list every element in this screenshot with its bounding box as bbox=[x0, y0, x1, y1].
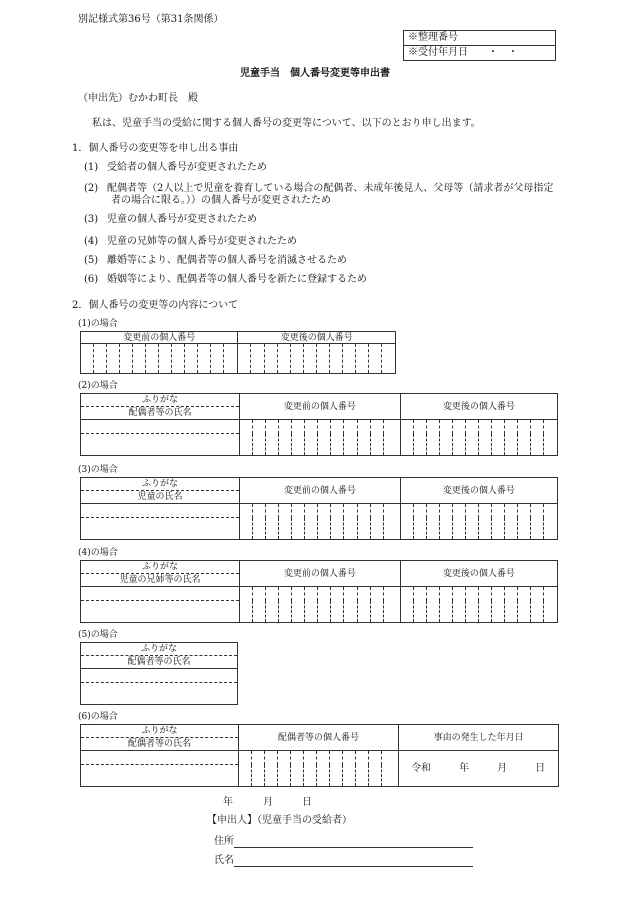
digit-box[interactable] bbox=[318, 420, 331, 456]
reason-1-text: 受給者の個人番号が変更されたため bbox=[107, 162, 267, 173]
digit-box[interactable] bbox=[265, 751, 278, 787]
digit-box[interactable] bbox=[426, 420, 439, 456]
digit-box[interactable] bbox=[239, 587, 252, 623]
digit-box[interactable] bbox=[317, 751, 330, 787]
digit-box[interactable] bbox=[439, 504, 452, 540]
address-input-line[interactable] bbox=[234, 847, 473, 848]
case5-furigana-input[interactable] bbox=[81, 669, 238, 683]
digit-box[interactable] bbox=[266, 587, 279, 623]
digit-box[interactable] bbox=[479, 420, 492, 456]
reason-2-num: (2) bbox=[84, 183, 99, 194]
digit-box[interactable] bbox=[343, 751, 356, 787]
digit-box[interactable] bbox=[383, 504, 400, 540]
digit-box[interactable] bbox=[544, 587, 558, 623]
digit-box[interactable] bbox=[439, 587, 452, 623]
case1-digit-row bbox=[81, 344, 396, 374]
digit-box[interactable] bbox=[479, 504, 492, 540]
submit-day-label: 日 bbox=[302, 797, 312, 808]
digit-box[interactable] bbox=[344, 420, 357, 456]
case6-date-field[interactable] bbox=[399, 751, 559, 787]
day-label: 日 bbox=[535, 762, 546, 774]
digit-box[interactable] bbox=[266, 504, 279, 540]
digit-box[interactable] bbox=[331, 504, 344, 540]
digit-box[interactable] bbox=[370, 420, 383, 456]
case4-furigana-header: ふりがな bbox=[81, 561, 240, 574]
case4-before-header: 変更前の個人番号 bbox=[239, 561, 400, 587]
case3-name-input[interactable] bbox=[81, 518, 240, 540]
case3-before-header: 変更前の個人番号 bbox=[239, 478, 400, 504]
digit-box[interactable] bbox=[381, 344, 395, 374]
case4-label: (4)の場合 bbox=[78, 548, 118, 558]
digit-box[interactable] bbox=[331, 587, 344, 623]
digit-box[interactable] bbox=[239, 751, 252, 787]
case2-after-header: 変更後の個人番号 bbox=[400, 394, 557, 420]
digit-box[interactable] bbox=[172, 344, 185, 374]
digit-box[interactable] bbox=[413, 420, 426, 456]
case2-table bbox=[80, 393, 558, 456]
digit-box[interactable] bbox=[305, 587, 318, 623]
case5-table bbox=[80, 642, 238, 705]
digit-box[interactable] bbox=[453, 504, 466, 540]
case4-table bbox=[80, 560, 558, 623]
digit-box[interactable] bbox=[370, 504, 383, 540]
digit-box[interactable] bbox=[400, 587, 413, 623]
submit-month-label: 月 bbox=[263, 797, 273, 808]
case5-name-input[interactable] bbox=[81, 683, 238, 705]
digit-box[interactable] bbox=[383, 420, 400, 456]
case5-name-header: 配偶者等の氏名 bbox=[81, 656, 238, 669]
digit-box[interactable] bbox=[544, 504, 558, 540]
month-label: 月 bbox=[497, 762, 508, 774]
digit-box[interactable] bbox=[159, 344, 172, 374]
digit-box[interactable] bbox=[383, 587, 400, 623]
reason-1-num: (1) bbox=[84, 162, 99, 173]
name-label: 氏名 bbox=[214, 855, 234, 866]
digit-box[interactable] bbox=[382, 751, 399, 787]
digit-box[interactable] bbox=[107, 344, 120, 374]
digit-box[interactable] bbox=[505, 587, 518, 623]
digit-box[interactable] bbox=[400, 504, 413, 540]
digit-box[interactable] bbox=[400, 420, 413, 456]
digit-box[interactable] bbox=[292, 587, 305, 623]
digit-box[interactable] bbox=[279, 504, 292, 540]
digit-box[interactable] bbox=[357, 420, 370, 456]
digit-box[interactable] bbox=[342, 344, 355, 374]
digit-box[interactable] bbox=[291, 751, 304, 787]
digit-box[interactable] bbox=[133, 344, 146, 374]
case3-table bbox=[80, 477, 558, 540]
reason-4-text: 児童の兄姉等の個人番号が変更されたため bbox=[107, 236, 297, 247]
digit-box[interactable] bbox=[453, 587, 466, 623]
case4-name-header: 児童の兄姉等の氏名 bbox=[81, 574, 240, 587]
case4-after-header: 変更後の個人番号 bbox=[400, 561, 557, 587]
case2-name-input[interactable] bbox=[81, 434, 240, 456]
case6-date-header: 事由の発生した年月日 bbox=[399, 725, 559, 751]
case6-mynumber-header: 配偶者等の個人番号 bbox=[239, 725, 399, 751]
section2-heading: 2．個人番号の変更等の内容について bbox=[72, 300, 239, 311]
digit-box[interactable] bbox=[344, 587, 357, 623]
digit-box[interactable] bbox=[531, 587, 544, 623]
digit-box[interactable] bbox=[331, 420, 344, 456]
case1-label: (1)の場合 bbox=[78, 319, 118, 329]
case6-table bbox=[80, 724, 559, 787]
digit-box[interactable] bbox=[239, 504, 252, 540]
case4-name-input[interactable] bbox=[81, 601, 240, 623]
reason-6-text: 婚姻等により、配偶者等の個人番号を新たに登録するため bbox=[107, 274, 367, 285]
digit-box[interactable] bbox=[198, 344, 211, 374]
digit-box[interactable] bbox=[120, 344, 133, 374]
digit-box[interactable] bbox=[304, 751, 317, 787]
digit-box[interactable] bbox=[505, 504, 518, 540]
digit-box[interactable] bbox=[369, 751, 382, 787]
digit-box[interactable] bbox=[316, 344, 329, 374]
digit-box[interactable] bbox=[466, 587, 479, 623]
reason-5-text: 離婚等により、配偶者等の個人番号を消滅させるため bbox=[107, 255, 347, 266]
case1-before-header: 変更前の個人番号 bbox=[81, 332, 238, 344]
era-label: 令和 bbox=[411, 762, 432, 774]
case2-furigana-header: ふりがな bbox=[81, 394, 240, 407]
reason-4-num: (4) bbox=[84, 236, 99, 247]
seiri-bango-label: ※整理番号 bbox=[404, 31, 556, 46]
digit-box[interactable] bbox=[330, 751, 343, 787]
intro-text: 私は、児童手当の受給に関する個人番号の変更等について、以下のとおり申し出ます。 bbox=[92, 118, 481, 129]
uketsuke-date-label: ※受付年月日 ・ ・ bbox=[404, 46, 556, 61]
digit-box[interactable] bbox=[357, 504, 370, 540]
digit-box[interactable] bbox=[413, 587, 426, 623]
case5-furigana-header: ふりがな bbox=[81, 643, 238, 656]
digit-box[interactable] bbox=[292, 504, 305, 540]
digit-box[interactable] bbox=[279, 587, 292, 623]
case2-label: (2)の場合 bbox=[78, 381, 118, 391]
digit-box[interactable] bbox=[413, 504, 426, 540]
digit-box[interactable] bbox=[518, 420, 531, 456]
page-title: 児童手当 個人番号変更等申出書 bbox=[240, 68, 390, 79]
digit-box[interactable] bbox=[94, 344, 107, 374]
case3-after-header: 変更後の個人番号 bbox=[400, 478, 557, 504]
digit-box[interactable] bbox=[492, 504, 505, 540]
digit-box[interactable] bbox=[292, 420, 305, 456]
digit-box[interactable] bbox=[426, 504, 439, 540]
digit-box[interactable] bbox=[211, 344, 224, 374]
digit-box[interactable] bbox=[344, 504, 357, 540]
case3-furigana-input[interactable] bbox=[81, 504, 240, 518]
digit-box[interactable] bbox=[185, 344, 198, 374]
submit-year-label: 年 bbox=[223, 797, 233, 808]
digit-box[interactable] bbox=[357, 587, 370, 623]
reason-5-num: (5) bbox=[84, 255, 99, 266]
case2-furigana-input[interactable] bbox=[81, 420, 240, 434]
digit-box[interactable] bbox=[305, 420, 318, 456]
year-label: 年 bbox=[459, 762, 470, 774]
reason-6-num: (6) bbox=[84, 274, 99, 285]
case3-name-header: 児童の氏名 bbox=[81, 491, 240, 504]
digit-box[interactable] bbox=[479, 587, 492, 623]
digit-box[interactable] bbox=[251, 344, 264, 374]
case6-furigana-input[interactable] bbox=[81, 751, 239, 765]
digit-box[interactable] bbox=[305, 504, 318, 540]
digit-box[interactable] bbox=[518, 504, 531, 540]
case2-name-header: 配偶者等の氏名 bbox=[81, 407, 240, 420]
case6-furigana-header: ふりがな bbox=[81, 725, 239, 738]
digit-box[interactable] bbox=[453, 420, 466, 456]
name-input-line[interactable] bbox=[234, 866, 473, 867]
digit-box[interactable] bbox=[544, 420, 558, 456]
digit-box[interactable] bbox=[224, 344, 238, 374]
digit-box[interactable] bbox=[505, 420, 518, 456]
reason-2-text-cont: 者の場合に限る。））の個人番号が変更されたため bbox=[111, 195, 331, 206]
digit-box[interactable] bbox=[277, 344, 290, 374]
office-use-box bbox=[403, 30, 556, 61]
digit-box[interactable] bbox=[466, 504, 479, 540]
digit-box[interactable] bbox=[253, 587, 266, 623]
case1-table bbox=[80, 331, 396, 374]
digit-box[interactable] bbox=[492, 420, 505, 456]
case3-furigana-header: ふりがな bbox=[81, 478, 240, 491]
address-label: 住所 bbox=[214, 836, 234, 847]
digit-box[interactable] bbox=[531, 504, 544, 540]
case6-name-input[interactable] bbox=[81, 765, 239, 787]
applicant-heading: 【申出人】（児童手当の受給者） bbox=[207, 815, 352, 826]
case5-label: (5)の場合 bbox=[78, 630, 118, 640]
digit-box[interactable] bbox=[264, 344, 277, 374]
case6-name-header: 配偶者等の氏名 bbox=[81, 738, 239, 751]
digit-box[interactable] bbox=[278, 751, 291, 787]
reason-3-num: (3) bbox=[84, 214, 99, 225]
digit-box[interactable] bbox=[329, 344, 342, 374]
digit-box[interactable] bbox=[252, 751, 265, 787]
case2-before-header: 変更前の個人番号 bbox=[239, 394, 400, 420]
section1-heading: 1．個人番号の変更等を申し出る事由 bbox=[72, 143, 239, 154]
digit-box[interactable] bbox=[239, 420, 252, 456]
digit-box[interactable] bbox=[368, 344, 381, 374]
digit-box[interactable] bbox=[426, 587, 439, 623]
digit-box[interactable] bbox=[356, 751, 369, 787]
digit-box[interactable] bbox=[531, 420, 544, 456]
digit-box[interactable] bbox=[318, 587, 331, 623]
digit-box[interactable] bbox=[253, 420, 266, 456]
digit-box[interactable] bbox=[518, 587, 531, 623]
case1-after-header: 変更後の個人番号 bbox=[238, 332, 396, 344]
digit-box[interactable] bbox=[146, 344, 159, 374]
addressee: （申出先）むかわ町長 殿 bbox=[78, 93, 198, 104]
digit-box[interactable] bbox=[370, 587, 383, 623]
case4-furigana-input[interactable] bbox=[81, 587, 240, 601]
case6-label: (6)の場合 bbox=[78, 712, 118, 722]
digit-box[interactable] bbox=[303, 344, 316, 374]
digit-box[interactable] bbox=[290, 344, 303, 374]
digit-box[interactable] bbox=[492, 587, 505, 623]
case3-label: (3)の場合 bbox=[78, 465, 118, 475]
digit-box[interactable] bbox=[266, 420, 279, 456]
digit-box[interactable] bbox=[439, 420, 452, 456]
digit-box[interactable] bbox=[355, 344, 368, 374]
digit-box[interactable] bbox=[466, 420, 479, 456]
digit-box[interactable] bbox=[318, 504, 331, 540]
digit-box[interactable] bbox=[279, 420, 292, 456]
form-number: 別記様式第36号（第31条関係） bbox=[78, 14, 224, 25]
reason-2-text: 配偶者等（2人以上で児童を養育している場合の配偶者、未成年後見人、父母等（請求者が父母指定 bbox=[107, 183, 554, 194]
digit-box[interactable] bbox=[253, 504, 266, 540]
digit-box[interactable] bbox=[238, 344, 251, 374]
digit-box[interactable] bbox=[81, 344, 94, 374]
reason-3-text: 児童の個人番号が変更されたため bbox=[107, 214, 257, 225]
